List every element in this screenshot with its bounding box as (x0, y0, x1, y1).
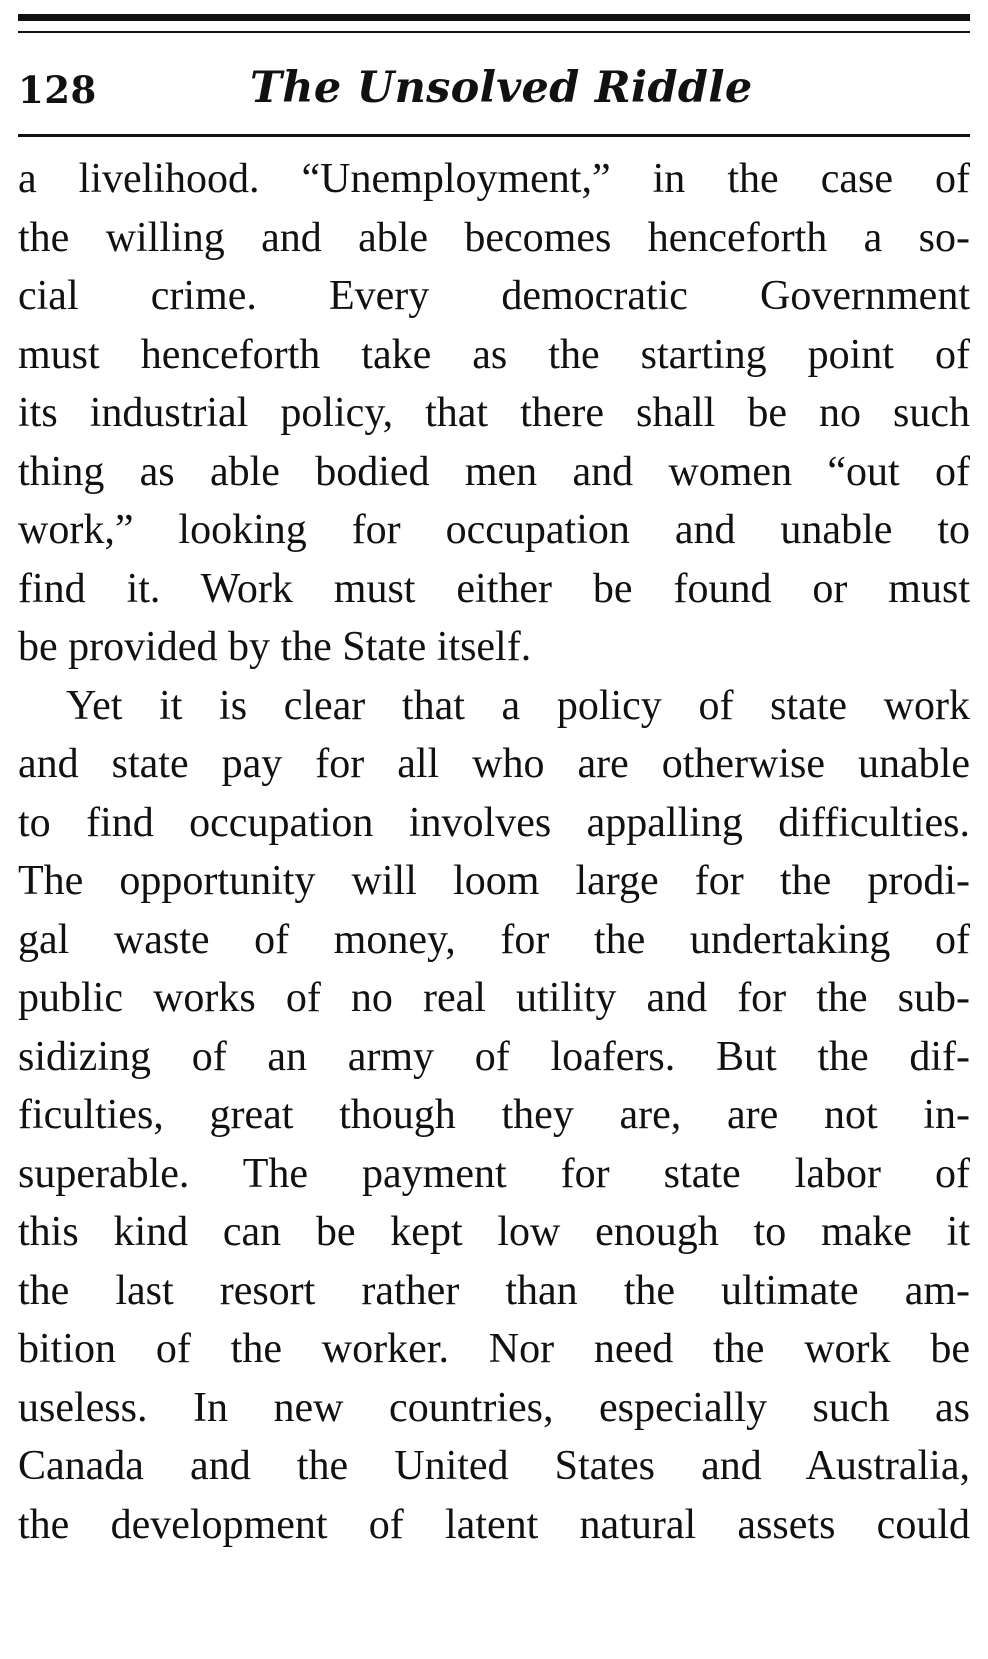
text-line: sidizing of an army of loafers. But the dif- (18, 1033, 970, 1080)
book-page (18, 0, 970, 1659)
text-line: this kind can be kept low enough to make it (18, 1209, 970, 1255)
text-line: cial crime. Every democratic Government (18, 273, 970, 319)
text-line: the development of latent natural assets could (18, 1501, 970, 1548)
body-text (18, 150, 970, 1554)
text-line: to find occupation involves appalling difficulties. (18, 799, 970, 846)
text-line: the willing and able becomes henceforth a so- (18, 214, 970, 261)
text-line: bition of the worker. Nor need the work be (18, 1326, 970, 1372)
top-rule-thin (18, 31, 970, 33)
book-title: The Unsolved Riddle (250, 63, 753, 113)
text-line: gal waste of money, for the undertaking of (18, 916, 970, 963)
text-line: ficulties, great though they are, are not in- (18, 1092, 970, 1138)
text-line: must henceforth take as the starting point of (18, 331, 970, 378)
header-rule (18, 134, 970, 137)
text-line: a livelihood. “Unemployment,” in the case of (18, 156, 970, 202)
text-line: thing as able bodied men and women “out of (18, 448, 970, 495)
text-line: useless. In new countries, especially such as (18, 1384, 970, 1431)
top-rule-thick (18, 14, 970, 21)
text-line: public works of no real utility and for the sub- (18, 975, 970, 1021)
text-line: find it. Work must either be found or must (18, 565, 970, 612)
text-line: and state pay for all who are otherwise unable (18, 741, 970, 787)
text-line: superable. The payment for state labor of (18, 1150, 970, 1197)
text-line: its industrial policy, that there shall be no such (18, 390, 970, 436)
text-line: the last resort rather than the ultimate am- (18, 1267, 970, 1314)
page-number: 128 (18, 68, 97, 112)
text-line: work,” looking for occupation and unable to (18, 507, 970, 553)
text-line: be provided by the State itself. (18, 624, 532, 670)
text-line: Canada and the United States and Australia, (18, 1443, 970, 1489)
text-line: Yet it is clear that a policy of state work (66, 682, 970, 729)
running-head (18, 60, 970, 120)
text-line: The opportunity will loom large for the prodi- (18, 858, 970, 904)
